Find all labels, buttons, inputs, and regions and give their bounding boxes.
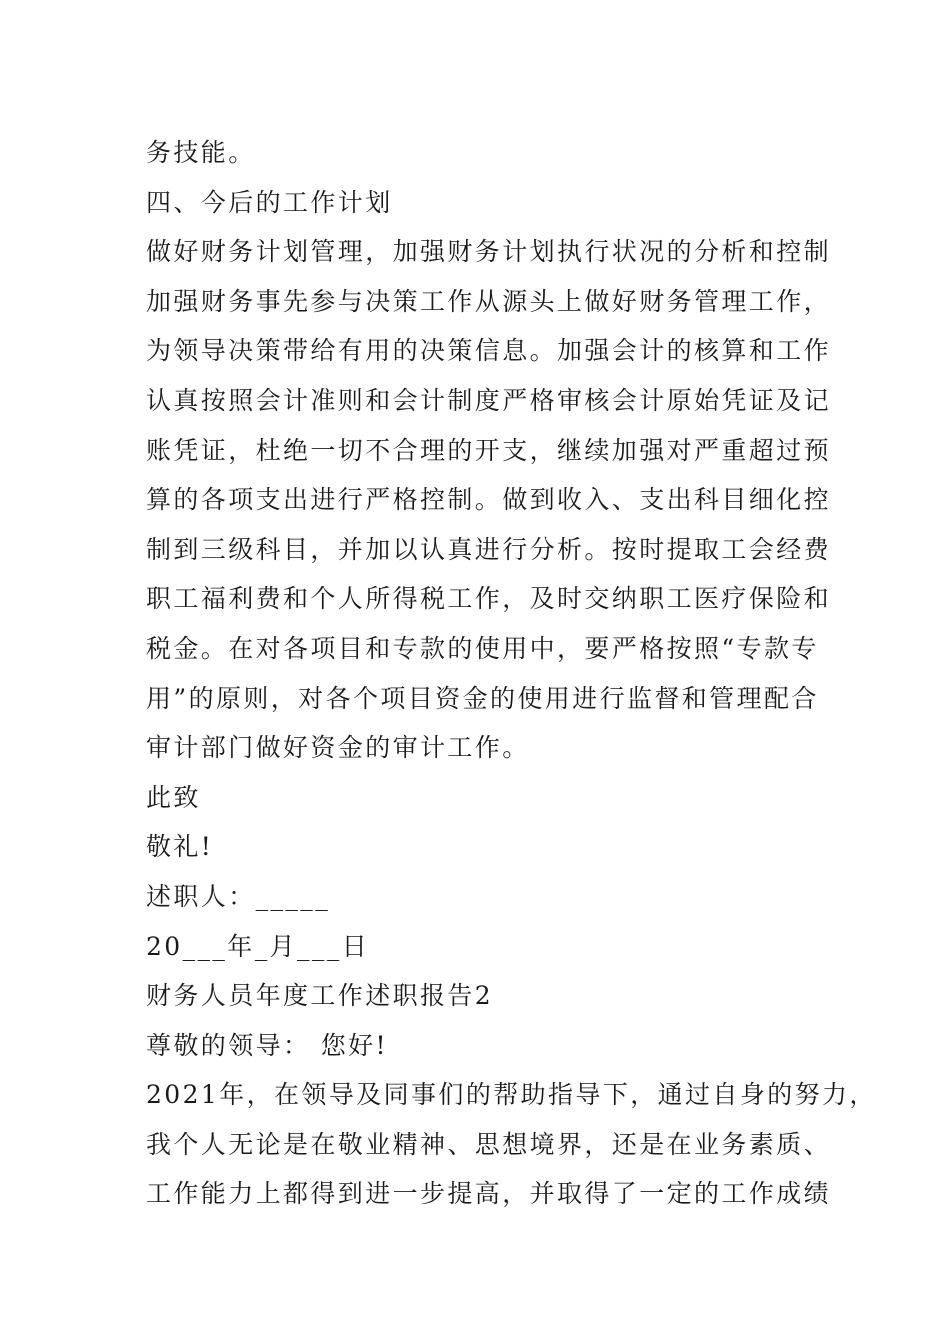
date-line: 20___年_月___日 — [146, 931, 370, 961]
text-line: 我个人无论是在敬业精神、思想境界，还是在业务素质、 — [146, 1129, 832, 1159]
text-line: 用”的原则，对各个项目资金的使用进行监督和管理配合 — [146, 683, 819, 713]
text-line: 职工福利费和个人所得税工作，及时交纳职工医疗保险和 — [146, 584, 832, 614]
greeting-line: 尊敬的领导： 您好! — [146, 1030, 388, 1060]
signature-line: 述职人：_____ — [146, 881, 331, 911]
report-title: 财务人员年度工作述职报告2 — [146, 981, 494, 1011]
section-heading: 四、今后的工作计划 — [146, 187, 393, 217]
text-line: 为领导决策带给有用的决策信息。加强会计的核算和工作 — [146, 336, 832, 366]
text-line: 税金。在对各项目和专款的使用中，要严格按照“专款专 — [146, 633, 819, 663]
text-line: 算的各项支出进行严格控制。做到收入、支出科目细化控 — [146, 485, 832, 515]
text-line: 工作能力上都得到进一步提高，并取得了一定的工作成绩 — [146, 1179, 832, 1209]
text-line: 认真按照会计准则和会计制度严格审核会计原始凭证及记 — [146, 385, 832, 415]
text-line: 审计部门做好资金的审计工作。 — [146, 733, 530, 763]
closing-salutation: 敬礼! — [146, 832, 214, 862]
text-line: 制到三级科目，并加以认真进行分析。按时提取工会经费 — [146, 534, 832, 564]
text-line: 做好财务计划管理，加强财务计划执行状况的分析和控制 — [146, 237, 832, 267]
text-line: 账凭证，杜绝一切不合理的开支，继续加强对严重超过预 — [146, 435, 832, 465]
document-body — [146, 128, 877, 1219]
closing-line: 此致 — [146, 782, 201, 812]
text-line: 务技能。 — [146, 138, 256, 167]
text-line: 加强财务事先参与决策工作从源头上做好财务管理工作， — [146, 286, 832, 316]
text-line: 2021年，在领导及同事们的帮助指导下，通过自身的努力， — [146, 1080, 877, 1110]
